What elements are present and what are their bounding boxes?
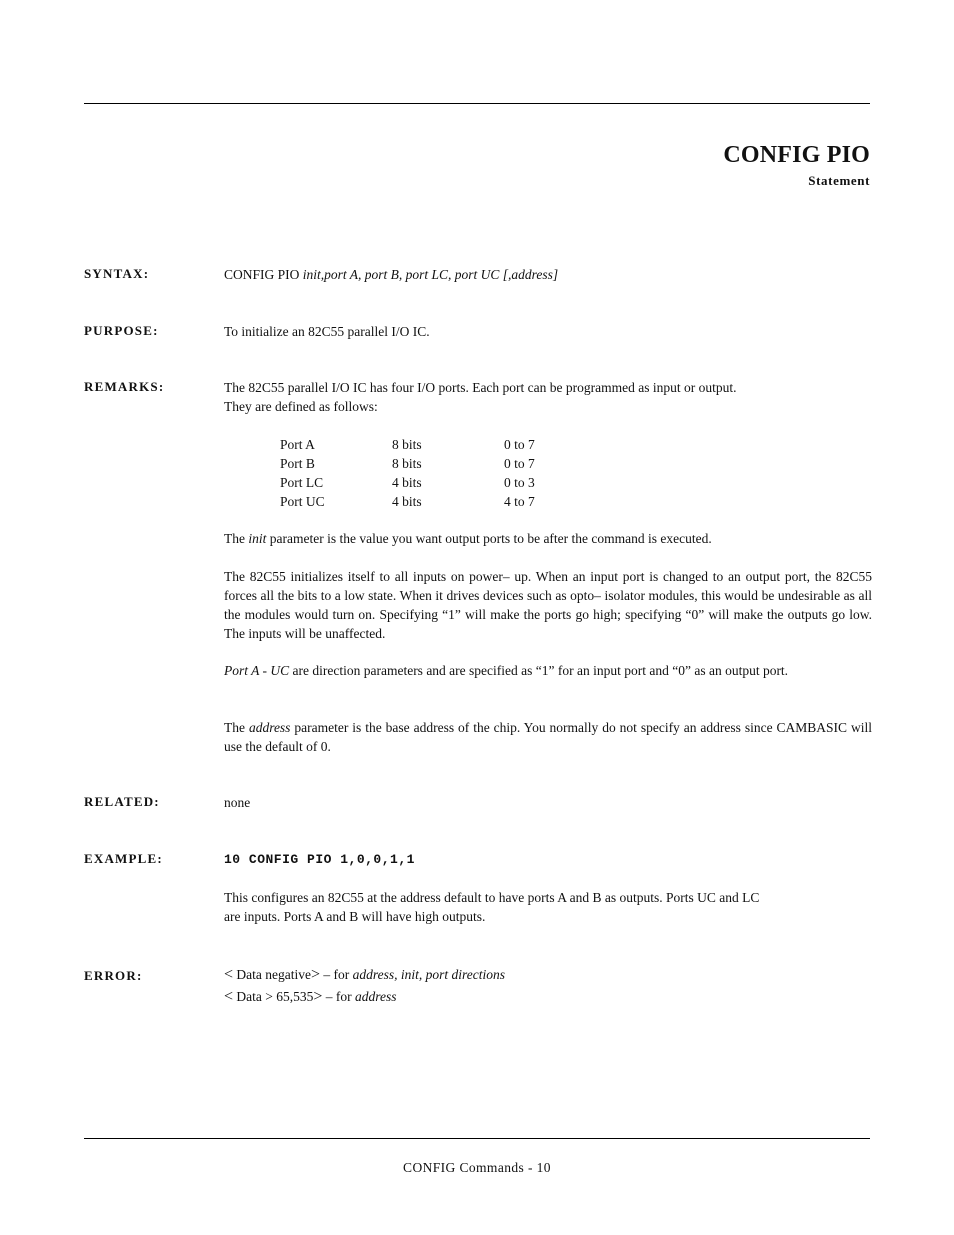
page-footer: CONFIG Commands - 10	[403, 1160, 551, 1175]
example-line2: are inputs. Ports A and B will have high outputs.	[224, 909, 486, 924]
error-open-bracket: <	[224, 966, 234, 983]
example-line1: This configures an 82C55 at the address default to have ports A and B as outputs. Ports UC and LC	[224, 890, 760, 905]
port-bits: 4 bits	[392, 494, 422, 509]
address-pre: The	[224, 720, 249, 735]
address-term: address	[248, 720, 291, 735]
port-range: 0 to 3	[504, 475, 535, 490]
port-name: Port UC	[280, 494, 325, 509]
error-detail: address	[355, 989, 397, 1004]
init-paragraph	[224, 529, 872, 548]
purpose-label: PURPOSE:	[84, 323, 159, 338]
footer-rule	[84, 1138, 870, 1139]
port-name: Port A	[280, 437, 315, 452]
port-bits: 8 bits	[392, 437, 422, 452]
port-range: 0 to 7	[504, 437, 535, 452]
syntax-label: SYNTAX:	[84, 266, 150, 281]
direction-term: Port A - UC	[224, 663, 290, 678]
direction-paragraph	[224, 661, 872, 680]
init-post: parameter is the value you want output ports to be after the command is executed.	[266, 531, 712, 546]
error-separator: – for	[320, 967, 353, 982]
remarks-intro-line1: The 82C55 parallel I/O IC has four I/O ports. Each port can be programmed as input or output.	[224, 380, 737, 395]
error-item	[224, 987, 397, 1007]
related-text: none	[224, 795, 251, 810]
error-detail: address, init, port directions	[352, 967, 506, 982]
port-row	[280, 492, 580, 511]
error-label: ERROR:	[84, 968, 143, 983]
purpose-text: To initialize an 82C55 parallel I/O IC.	[224, 324, 430, 339]
error-close-bracket: >	[311, 966, 321, 983]
error-message: Data negative	[233, 967, 311, 982]
page-title: CONFIG PIO	[723, 142, 870, 168]
direction-post: are direction parameters and are specified as “1” for an input port and “0” as an output port.	[289, 663, 789, 678]
port-name: Port LC	[280, 475, 324, 490]
port-bits: 4 bits	[392, 475, 422, 490]
port-row	[280, 454, 580, 473]
example-label: EXAMPLE:	[84, 851, 163, 866]
address-paragraph	[224, 718, 872, 756]
port-table	[280, 435, 580, 511]
header-rule	[84, 103, 870, 104]
port-name: Port B	[280, 456, 315, 471]
init-pre: The	[224, 531, 249, 546]
error-item	[224, 965, 505, 985]
error-open-bracket: <	[224, 988, 234, 1005]
port-row	[280, 473, 580, 492]
remarks-intro-line2: They are defined as follows:	[224, 399, 378, 414]
init-term: init	[248, 531, 267, 546]
port-range: 0 to 7	[504, 456, 535, 471]
address-post: parameter is the base address of the chip. You normally do not specify an address since CAMBASIC will use the default of 0.	[224, 720, 872, 754]
port-row	[280, 435, 580, 454]
syntax-text	[224, 265, 872, 284]
related-label: RELATED:	[84, 794, 160, 809]
error-message: Data > 65,535	[233, 989, 314, 1004]
power-paragraph: The 82C55 initializes itself to all inputs on power– up. When an input port is changed to an output port, the 82C55 forces all the bits to a low state. When it drives devices such as opto– isolator modules, this would be undesirable as all the modules would turn on. Specifying “1” will make the ports go high; specifying “0” will make the outputs go low. The inputs will be unaffected.	[224, 569, 872, 641]
syntax-args: init,port A, port B, port LC, port UC [,address]	[302, 267, 559, 282]
port-bits: 8 bits	[392, 456, 422, 471]
syntax-command: CONFIG PIO	[224, 267, 303, 282]
port-range: 4 to 7	[504, 494, 535, 509]
error-close-bracket: >	[313, 988, 323, 1005]
page-subtitle: Statement	[808, 173, 870, 188]
example-code: 10 CONFIG PIO 1,0,0,1,1	[224, 852, 415, 867]
remarks-label: REMARKS:	[84, 379, 165, 394]
error-separator: – for	[322, 989, 356, 1004]
